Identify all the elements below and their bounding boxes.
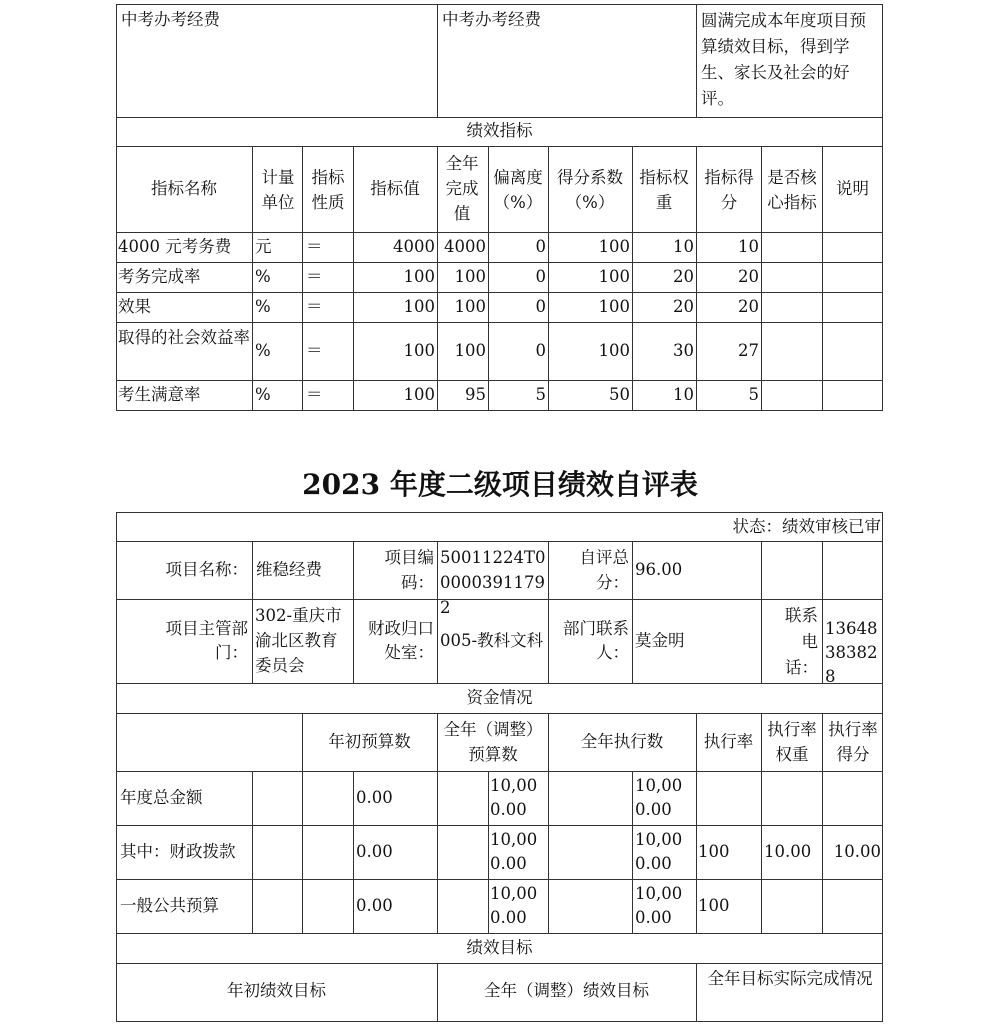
row-indicator-value: 4000	[393, 237, 435, 256]
row-actual-value: 100	[454, 267, 486, 286]
grid-line	[632, 146, 633, 411]
funds-row-adjusted: 10,000.00	[490, 776, 538, 819]
grid-line	[822, 541, 823, 683]
row-actual-value: 4000	[444, 237, 486, 256]
grid-line	[116, 322, 883, 323]
funds-row-label: 其中：财政拨款	[120, 842, 236, 861]
funds-row-label: 年度总金额	[120, 788, 203, 807]
header-adjusted-goal: 全年（调整）绩效目标	[484, 981, 649, 1000]
grid-line	[696, 771, 697, 933]
grid-line	[116, 771, 883, 772]
contact-person-label: 部门联系人：	[563, 619, 629, 662]
funds-row-adjusted: 10,000.00	[490, 830, 538, 873]
row-weight: 20	[673, 267, 694, 286]
contact-phone-value: 13648383828	[825, 619, 878, 686]
grid-line	[116, 879, 883, 880]
grid-line	[548, 771, 549, 933]
grid-line	[116, 713, 883, 714]
funds-row-executed: 10,000.00	[635, 884, 683, 927]
row-unit: %	[255, 267, 271, 286]
row-deviation: 0	[535, 341, 546, 360]
funds-row-executed: 10,000.00	[635, 830, 683, 873]
grid-line	[252, 541, 253, 683]
grid-line	[353, 541, 354, 683]
header-indicator-name: 指标名称	[151, 179, 217, 198]
header-initial-goal: 年初绩效目标	[227, 981, 326, 1000]
row-score-coefficient: 100	[598, 297, 630, 316]
grid-line	[302, 146, 303, 411]
header-note: 说明	[836, 179, 869, 198]
row-indicator-name: 效果	[118, 297, 151, 316]
grid-line	[696, 4, 697, 117]
grid-line	[116, 963, 883, 964]
funds-row-rate-weight: 10.00	[764, 842, 812, 861]
project-name-cell: 中考办考经费	[442, 10, 541, 29]
row-unit: %	[255, 341, 271, 360]
grid-line	[437, 771, 438, 933]
page-title: 2023 年度二级项目绩效自评表	[302, 468, 698, 501]
project-name-cell: 中考办考经费	[121, 10, 220, 29]
funds-row-initial: 0.00	[356, 842, 393, 861]
status-text: 状态：绩效审核已审	[732, 517, 881, 536]
row-nature: ＝	[306, 297, 323, 316]
row-score: 20	[738, 297, 759, 316]
grid-line	[116, 262, 883, 263]
row-weight: 10	[673, 237, 694, 256]
row-indicator-name: 取得的社会效益率	[118, 328, 250, 347]
row-nature: ＝	[306, 385, 323, 404]
row-score: 10	[738, 237, 759, 256]
grid-line	[252, 771, 253, 933]
funds-row-rate-score: 10.00	[833, 842, 881, 861]
row-score-coefficient: 50	[609, 385, 630, 404]
row-unit: %	[255, 297, 271, 316]
grid-line	[632, 541, 633, 683]
funds-row-rate: 100	[698, 896, 730, 915]
grid-line	[116, 146, 883, 147]
row-indicator-value: 100	[403, 341, 435, 360]
project-code-value: 50011224T000003911792	[440, 548, 546, 617]
header-adjusted-budget: 全年（调整）预算数	[443, 720, 543, 764]
row-nature: ＝	[306, 341, 323, 360]
funds-row-initial: 0.00	[356, 896, 393, 915]
header-core-indicator: 是否核心指标	[767, 168, 817, 212]
grid-line	[437, 541, 438, 683]
row-score-coefficient: 100	[598, 341, 630, 360]
header-execution-rate: 执行率	[703, 732, 754, 751]
section-title-performance-indicators: 绩效指标	[466, 121, 533, 140]
row-weight: 10	[673, 385, 694, 404]
row-indicator-name: 考务完成率	[118, 267, 201, 286]
row-indicator-value: 100	[403, 267, 435, 286]
department-label: 项目主管部门：	[165, 619, 248, 662]
grid-line	[116, 292, 883, 293]
header-actual-value: 全年完成值	[445, 154, 479, 223]
grid-line	[116, 683, 883, 684]
row-actual-value: 95	[465, 385, 486, 404]
finance-office-value: 005-教科文科	[440, 631, 544, 650]
project-name-value: 维稳经费	[256, 560, 322, 579]
row-actual-value: 100	[454, 341, 486, 360]
grid-line	[116, 933, 883, 934]
header-rate-weight: 执行率权重	[767, 720, 817, 764]
grid-line	[822, 713, 823, 771]
header-initial-budget: 年初预算数	[328, 732, 411, 751]
goal-completion-cell: 圆满完成本年度项目预算绩效目标，得到学生、家长及社会的好评。	[701, 11, 866, 108]
row-indicator-value: 100	[403, 297, 435, 316]
grid-line	[116, 232, 883, 233]
row-weight: 30	[673, 341, 694, 360]
grid-line	[437, 146, 438, 411]
header-unit: 计量单位	[261, 168, 295, 212]
contact-person-value: 莫金明	[635, 631, 685, 650]
row-score: 27	[738, 341, 759, 360]
row-deviation: 0	[535, 297, 546, 316]
grid-line	[252, 146, 253, 411]
grid-line	[761, 713, 762, 771]
grid-line	[116, 541, 883, 542]
row-score: 5	[748, 385, 759, 404]
contact-phone-label: 联系电话：	[785, 606, 818, 677]
header-weight: 指标权重	[639, 168, 689, 212]
grid-line	[548, 541, 549, 683]
row-indicator-value: 100	[403, 385, 435, 404]
grid-line	[353, 771, 354, 933]
grid-line	[696, 146, 697, 411]
row-score: 20	[738, 267, 759, 286]
grid-line	[302, 771, 303, 933]
grid-line	[761, 146, 762, 411]
grid-line	[761, 541, 762, 683]
header-rate-score: 执行率得分	[828, 720, 878, 764]
header-indicator-value: 指标值	[370, 179, 420, 198]
section-title-funds: 资金情况	[466, 688, 533, 707]
grid-line	[548, 146, 549, 411]
grid-line	[437, 4, 438, 117]
row-deviation: 0	[535, 267, 546, 286]
header-actual-completion: 全年目标实际完成情况	[707, 969, 873, 988]
row-nature: ＝	[306, 267, 323, 286]
row-unit: 元	[255, 237, 272, 256]
grid-line	[696, 963, 697, 1021]
funds-row-executed: 10,000.00	[635, 776, 683, 819]
header-nature: 指标性质	[311, 168, 345, 212]
funds-row-initial: 0.00	[356, 788, 393, 807]
grid-line	[116, 825, 883, 826]
header-score: 指标得分	[704, 168, 754, 212]
grid-line	[116, 1021, 883, 1022]
header-executed: 全年执行数	[580, 732, 664, 751]
grid-line	[632, 771, 633, 933]
row-weight: 20	[673, 297, 694, 316]
row-score-coefficient: 100	[598, 267, 630, 286]
row-nature: ＝	[306, 237, 323, 256]
header-score-coefficient: 得分系数（%）	[557, 168, 623, 212]
header-deviation: 偏离度（%）	[493, 168, 543, 212]
self-score-label: 自评总分：	[579, 548, 629, 592]
grid-line	[116, 117, 883, 118]
row-deviation: 0	[535, 237, 546, 256]
grid-line	[488, 771, 489, 933]
project-code-label: 项目编码：	[384, 548, 434, 592]
finance-office-label: 财政归口处室：	[368, 619, 434, 662]
row-indicator-name: 4000 元考务费	[118, 237, 232, 256]
department-value: 302-重庆市渝北区教育委员会	[255, 606, 342, 675]
funds-row-adjusted: 10,000.00	[490, 884, 538, 927]
grid-line	[437, 713, 438, 771]
row-deviation: 5	[535, 385, 546, 404]
row-actual-value: 100	[454, 297, 486, 316]
section-title-goals: 绩效目标	[466, 938, 533, 957]
self-score-value: 96.00	[635, 560, 683, 579]
row-unit: %	[255, 385, 271, 404]
funds-row-label: 一般公共预算	[120, 896, 219, 915]
funds-row-rate: 100	[698, 842, 730, 861]
grid-line	[116, 380, 883, 381]
row-indicator-name: 考生满意率	[118, 385, 201, 404]
project-name-label: 项目名称：	[165, 560, 248, 579]
row-score-coefficient: 100	[598, 237, 630, 256]
grid-line	[761, 771, 762, 933]
